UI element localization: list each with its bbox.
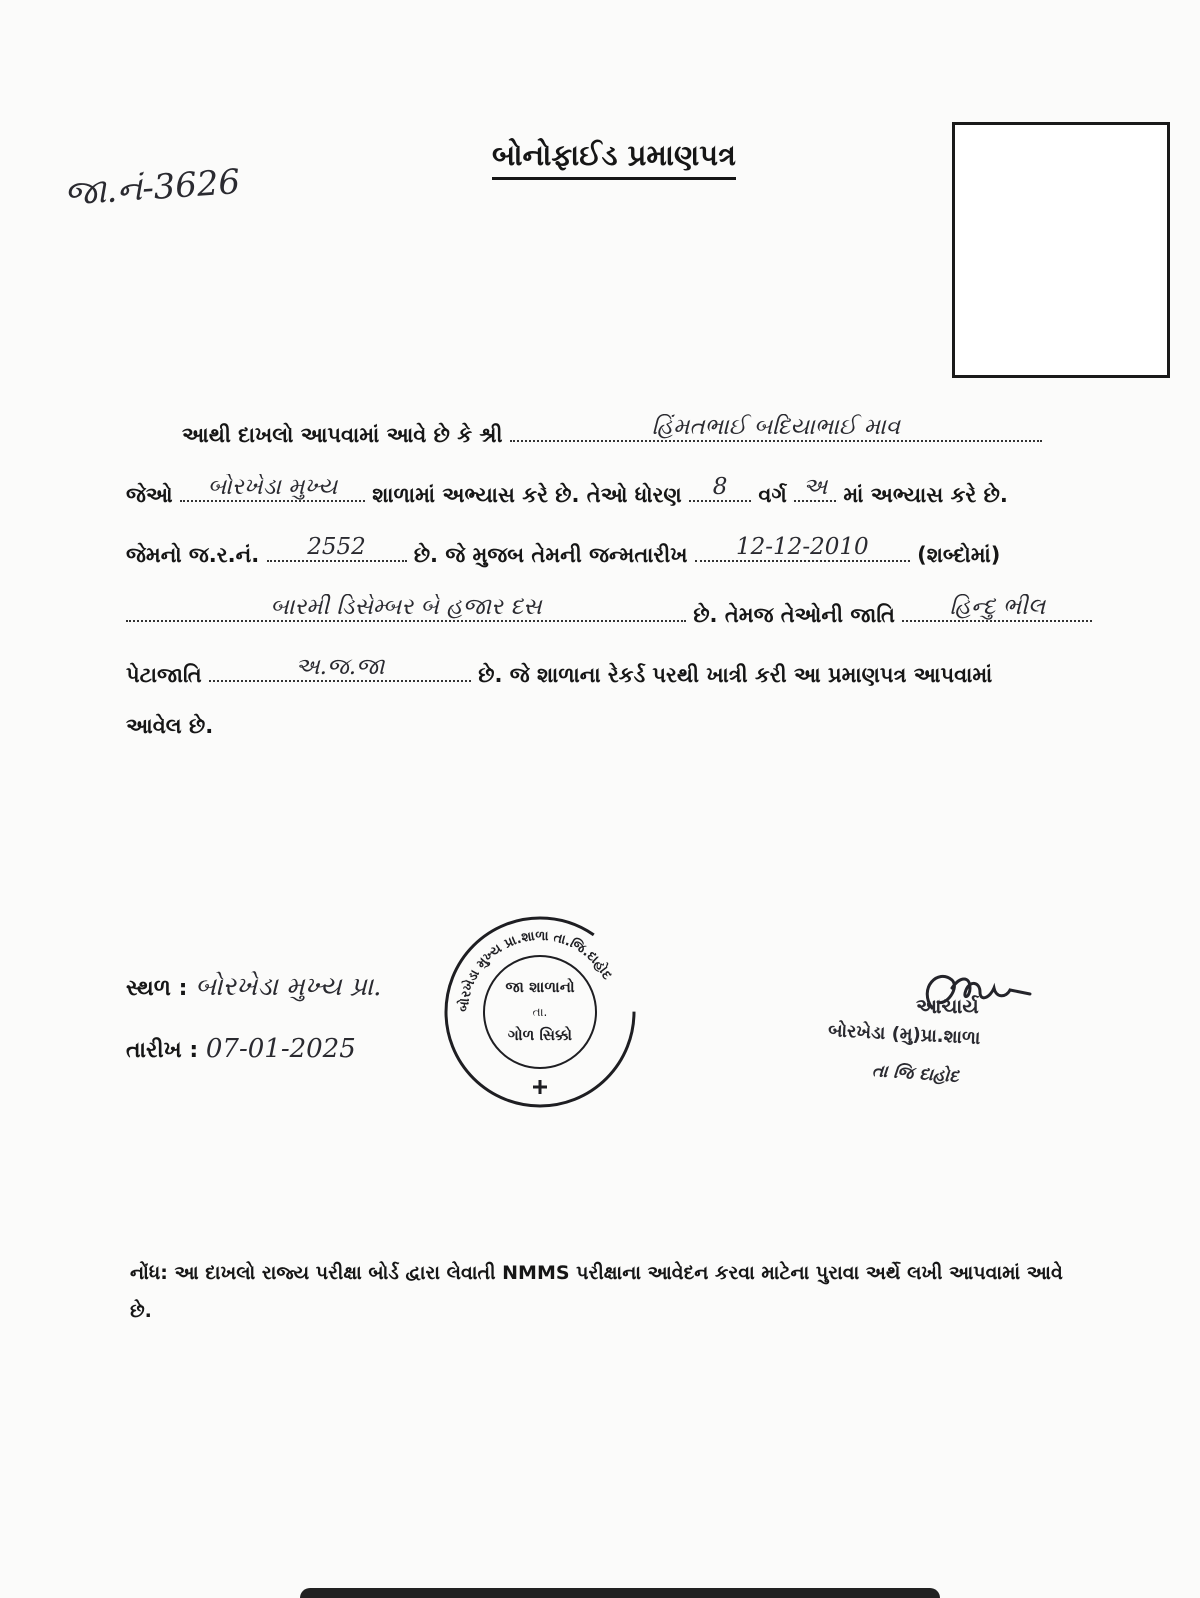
line5-suffix: છે. જે શાળાના રેકર્ડ પરથી ખાત્રી કરી આ પ્રમાણપત્ર આપવામાં [478,663,993,687]
birth-date-words-field: બારમી ડિસેમ્બર બે હજાર દસ [126,594,686,622]
birth-date-field: 12-12-2010 [695,534,910,562]
body-line-2 [126,474,1008,514]
principal-signature [820,958,1080,1128]
line4-mid: છે. તેમજ તેઓની જાતિ [693,603,895,627]
line3-mid: છે. જે મુજબ તેમની જન્મતારીખ [413,543,688,567]
body-line-1 [126,414,1042,454]
place-value: બોરખેડા મુખ્ય પ્રા. [195,972,382,1002]
line5-prefix: પેટાજાતિ [126,663,202,687]
scan-edge-shadow [300,1588,940,1598]
seal-inner-line3: ગોળ સિક્કો [507,1026,573,1044]
body-line-3 [126,534,1000,574]
signature-district-line: તા જિ દાહોદ [871,1060,960,1088]
body-line-4 [126,594,1092,634]
body-line-5 [126,654,992,694]
line2-suffix: માં અભ્યાસ કરે છે. [843,483,1008,507]
line2-mid: શાળામાં અભ્યાસ કરે છે. તેઓ ધોરણ [372,483,682,507]
line3-prefix: જેમનો જ.ર.નં. [126,543,260,567]
body-line-6 [126,714,213,754]
student-name-field: હિંમતભાઈ બદિયાભાઈ માવ [510,414,1042,442]
division-field: અ [794,474,836,502]
date-value: 07-01-2025 [205,1034,356,1064]
seal-inner-line1: જા શાળાનો [505,978,575,996]
page-title: બોનોફાઈડ પ્રમાણપત્ર [492,138,736,180]
line6-text: આવેલ છે. [126,714,214,738]
reference-number: જા.નં-3626 [62,161,242,215]
sub-caste-field: અ.જ.જા [209,654,471,682]
school-name-field: બોરખેડા મુખ્ય [180,474,365,502]
seal-inner-line2: તા. [532,1005,548,1019]
place-label: સ્થળ : [126,976,188,1001]
signature-role: આચાર્ય [916,994,979,1018]
photo-box [952,122,1170,378]
signature-school-line: બોરખેડા (મુ)પ્રા.શાળા [827,1020,981,1049]
footnote: નોંધ: આ દાખલો રાજ્ય પરીક્ષા બોર્ડ દ્વારા લેવાતી NMMS પરીક્ષાના આવેદન કરવા માટેના પુરાવા અર્થે લખી આપવામાં આવે છે. [130,1262,1063,1322]
date-row [126,1034,356,1064]
date-label: તારીખ : [126,1038,199,1063]
caste-field: હિન્દુ ભીલ [902,594,1092,622]
seal-ring-text: બોરખેડા મુખ્ય પ્રા.શાળા તા.જિ.દાહોદ [456,928,615,1013]
line2-prefix: જેઓ [126,483,173,507]
class-label: વર્ગ [758,483,787,507]
seal-star-icon [533,1080,547,1094]
standard-field: 8 [689,474,751,502]
place-row [126,972,381,1003]
line3-suffix: (શબ્દોમાં) [917,543,1001,567]
line1-text: આથી દાખલો આપવામાં આવે છે કે શ્રી [182,423,503,447]
school-seal [440,912,640,1112]
gr-number-field: 2552 [267,534,407,562]
